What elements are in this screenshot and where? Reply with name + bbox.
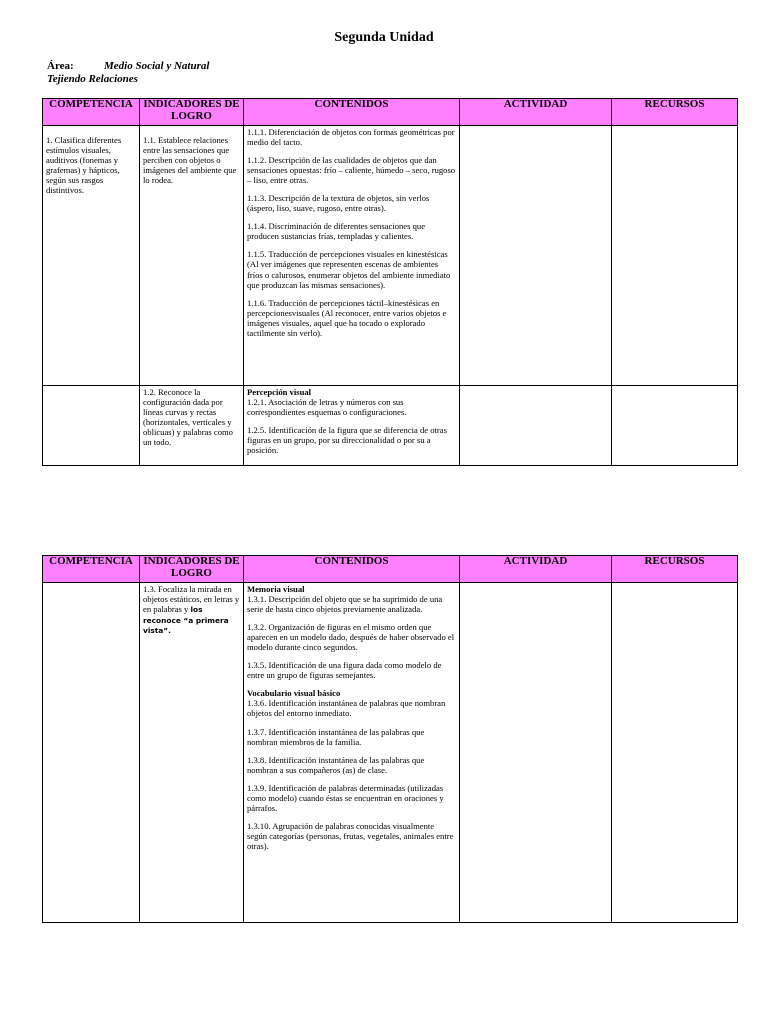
table-header-row: [43, 556, 738, 583]
table-row: [43, 386, 738, 466]
contenido-item: 1.3.7. Identificación instantánea de las palabras que nombran miembros de la familia.: [247, 726, 425, 747]
recursos-cell: [612, 583, 738, 923]
recursos-cell: [612, 386, 738, 466]
header-competencia: COMPETENCIA: [43, 556, 140, 583]
competencia-cell: [43, 386, 140, 466]
actividad-cell: [460, 386, 612, 466]
header-recursos: RECURSOS: [612, 556, 738, 583]
contenido-item: 1.3.9. Identificación de palabras determinadas (utilizadas como modelo) cuando éstas se encuentran en oraciones y párrafos.: [247, 782, 444, 813]
contenido-item: 1.3.8. Identificación instantánea de las palabras que nombran a sus compañeros (as) de clase.: [247, 754, 425, 775]
section-heading: Memoria visual: [247, 584, 305, 594]
area-line: [47, 60, 210, 72]
recursos-cell: [612, 126, 738, 386]
competencia-cell: [43, 583, 140, 923]
contenido-item: 1.2.1. Asociación de letras y números con sus correspondientes esquemas o configuraciones.: [247, 397, 407, 418]
planning-table-2: [42, 555, 738, 923]
header-contenidos: CONTENIDOS: [244, 556, 460, 583]
indicador-cell: [140, 583, 244, 923]
table-row: [43, 126, 738, 386]
competencia-cell: 1. Clasifica diferentes estímulos visuales, auditivos (fonemas y grafemas) y hápticos, según sus rasgos distintivos.: [43, 126, 140, 386]
header-recursos: RECURSOS: [612, 99, 738, 126]
unit-subtitle: Tejiendo Relaciones: [47, 73, 138, 85]
contenido-item: 1.1.6. Traducción de percepciones táctil–kinestésicas en percepcionesvisuales (Al reconocer, entre varios objetos e imágenes visuales, aquel que ha tocado o explorado tactilmente sin verlo).: [247, 297, 447, 338]
header-contenidos: CONTENIDOS: [244, 99, 460, 126]
indicador-text-bold: los reconoce “a primera vista”.: [143, 605, 229, 636]
actividad-cell: [460, 583, 612, 923]
contenido-item: 1.1.2. Descripción de las cualidades de objetos que dan sensaciones opuestas: frío – caliente, húmedo – seco, rugoso – liso, entre otras.: [247, 155, 456, 186]
page-title: Segunda Unidad: [334, 30, 434, 45]
contenido-item: 1.1.4. Discriminación de diferentes sensaciones que producen sustancias frías, templadas y calientes.: [247, 221, 426, 242]
area-label: Área:: [47, 60, 74, 72]
table-header-row: [43, 99, 738, 126]
contenido-item: 1.1.1. Diferenciación de objetos con formas geométricas por medio del tacto.: [247, 127, 455, 148]
actividad-cell: [460, 126, 612, 386]
contenido-item: 1.2.5. Identificación de la figura que se diferencia de otras figuras en un grupo, por su direccionalidad o por su a posición.: [247, 425, 447, 456]
header-actividad: ACTIVIDAD: [460, 99, 612, 126]
area-value: Medio Social y Natural: [104, 60, 210, 72]
contenido-item: 1.1.3. Descripción de la textura de objetos, sin verlos (áspero, liso, suave, rugoso, entre otras).: [247, 193, 430, 214]
contenido-item: 1.3.10. Agrupación de palabras conocidas visualmente según categorías (personas, frutas, vegetales, animales entre otras).: [247, 820, 454, 851]
header-competencia: COMPETENCIA: [43, 99, 140, 126]
header-indicadores: INDICADORES DE LOGRO: [140, 556, 244, 583]
header-actividad: ACTIVIDAD: [460, 556, 612, 583]
contenido-item: 1.3.6. Identificación instantánea de palabras que nombran objetos del entorno inmediato.: [247, 698, 446, 719]
indicador-cell: 1.2. Reconoce la configuración dada por líneas curvas y rectas (horizontales, verticales y oblicuas) y palabras como un todo.: [140, 386, 244, 466]
table-row: [43, 583, 738, 923]
indicador-cell: 1.1. Establece relaciones entre las sensaciones que perciben con objetos o imágenes del ambiente que lo rodea.: [140, 126, 244, 386]
header-indicadores: INDICADORES DE LOGRO: [140, 99, 244, 126]
indicador-text: 1.3. Focaliza la mirada en objetos estáticos, en letras y en palabras y: [143, 584, 240, 615]
contenidos-cell: [244, 386, 460, 466]
contenido-item: 1.1.5. Traducción de percepciones visuales en kinestésicas (Al ver imágenes que representen escenas de ambientes fríos o calurosos, enumerar objetos del ambiente inmediato que produzcan las mismas sensaciones).: [247, 249, 451, 290]
planning-table-1: [42, 98, 738, 466]
contenido-item: 1.3.2. Organización de figuras en el mismo orden que aparecen en un modelo dado, después de haber observado el modelo durante cinco segundos.: [247, 622, 455, 653]
contenido-item: 1.3.5. Identificación de una figura dada como modelo de entre un grupo de figuras semejantes.: [247, 660, 442, 681]
contenidos-cell: [244, 583, 460, 923]
section-heading: Vocabulario visual básico: [247, 688, 341, 699]
contenido-item: 1.3.1. Descripción del objeto que se ha suprimido de una serie de hasta cinco objetos previamente analizada.: [247, 594, 443, 615]
contenidos-cell: [244, 126, 460, 386]
section-heading: Percepción visual: [247, 387, 312, 397]
